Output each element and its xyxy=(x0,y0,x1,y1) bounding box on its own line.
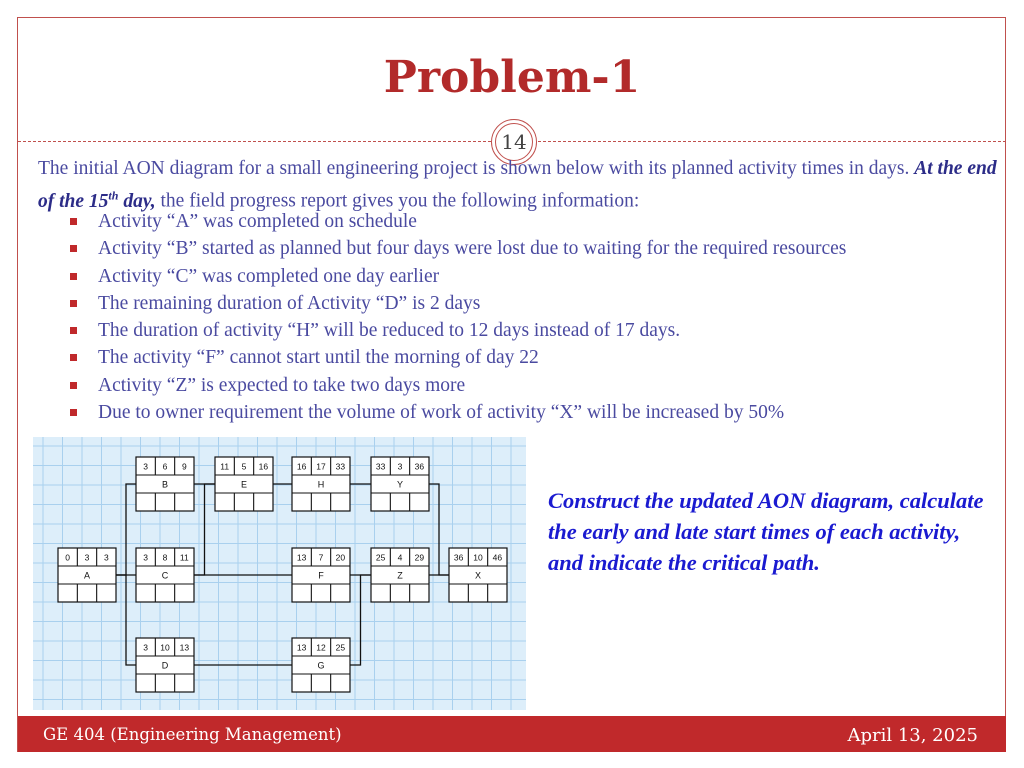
node-f-duration: 7 xyxy=(318,552,324,563)
node-x-duration: 10 xyxy=(473,552,483,563)
node-a-early-finish: 3 xyxy=(103,552,109,563)
node-e-early-start: 11 xyxy=(220,461,230,472)
node-h-duration: 17 xyxy=(316,461,326,472)
node-h-label: H xyxy=(317,479,325,490)
node-f-early-finish: 20 xyxy=(335,552,346,563)
node-a-label: A xyxy=(83,570,91,581)
intro-text-2: the field progress report gives you the following information: xyxy=(160,190,640,212)
node-e xyxy=(215,457,273,511)
node-g-early-start: 13 xyxy=(296,642,307,653)
task-instruction: Construct the updated AON diagram, calculate the early and late start times of each activity, and indicate the critical path. xyxy=(548,488,984,575)
node-e-duration: 5 xyxy=(241,461,247,472)
bullet-square-icon xyxy=(70,382,77,389)
node-d-label: D xyxy=(161,660,169,671)
node-c xyxy=(136,548,194,602)
slide-title: Problem-1 xyxy=(383,52,641,103)
node-x xyxy=(449,548,507,602)
node-d xyxy=(136,638,194,692)
bullet-item: Due to owner requirement the volume of work of activity “X” will be increased by 50% xyxy=(68,399,1008,426)
node-f-early-start: 13 xyxy=(296,552,307,563)
node-h-early-start: 16 xyxy=(296,461,307,472)
node-d-early-start: 3 xyxy=(143,642,149,653)
node-g xyxy=(292,638,350,692)
node-f-label: F xyxy=(318,570,324,581)
bullet-square-icon xyxy=(70,409,77,416)
node-h-early-finish: 33 xyxy=(335,461,346,472)
bullet-item: The remaining duration of Activity “D” is 2 days xyxy=(68,290,1008,317)
node-y xyxy=(371,457,429,511)
node-y-early-finish: 36 xyxy=(414,461,425,472)
node-c-early-start: 3 xyxy=(143,552,149,563)
node-d-duration: 10 xyxy=(160,642,170,653)
node-e-early-finish: 16 xyxy=(258,461,269,472)
node-x-early-start: 36 xyxy=(453,552,464,563)
intro-text-1: The initial AON diagram for a small engineering project is shown below with its planned activity times in days. xyxy=(38,158,910,179)
bullet-item: The activity “F” cannot start until the morning of day 22 xyxy=(68,344,1008,371)
node-b xyxy=(136,457,194,511)
bullet-item: Activity “C” was completed one day earlier xyxy=(68,263,1008,290)
node-z xyxy=(371,548,429,602)
bullet-square-icon xyxy=(70,354,77,361)
bullet-list xyxy=(68,208,1008,426)
intro-emphasis: At the end of the 15th day, xyxy=(38,158,997,212)
node-x-label: X xyxy=(474,570,482,581)
node-y-label: Y xyxy=(396,479,404,490)
node-c-early-finish: 11 xyxy=(179,552,189,563)
bullet-square-icon xyxy=(70,327,77,334)
bullet-square-icon xyxy=(70,300,77,307)
node-z-duration: 4 xyxy=(397,552,403,563)
node-g-label: G xyxy=(317,660,325,671)
node-f xyxy=(292,548,350,602)
bullet-square-icon xyxy=(70,245,77,252)
node-a-duration: 3 xyxy=(84,552,90,563)
slide-date: April 13, 2025 xyxy=(847,725,978,746)
bullet-item: The duration of activity “H” will be reduced to 12 days instead of 17 days. xyxy=(68,317,1008,344)
node-z-early-start: 25 xyxy=(375,552,386,563)
node-c-label: C xyxy=(161,570,169,581)
course-name: GE 404 (Engineering Management) xyxy=(43,725,342,744)
bullet-square-icon xyxy=(70,273,77,280)
node-g-duration: 12 xyxy=(316,642,326,653)
node-b-duration: 6 xyxy=(162,461,168,472)
footer-bar xyxy=(18,716,1006,752)
bullet-square-icon xyxy=(70,218,77,225)
bullet-item: Activity “Z” is expected to take two days more xyxy=(68,372,1008,399)
node-a xyxy=(58,548,116,602)
node-b-label: B xyxy=(161,479,169,490)
node-h xyxy=(292,457,350,511)
node-y-duration: 3 xyxy=(397,461,403,472)
intro-paragraph xyxy=(38,155,998,215)
node-z-label: Z xyxy=(397,570,403,581)
node-x-early-finish: 46 xyxy=(492,552,503,563)
node-e-label: E xyxy=(240,479,248,490)
aon-network-diagram xyxy=(33,437,526,710)
bullet-item: Activity “B” started as planned but four days were lost due to waiting for the required resources xyxy=(68,235,1008,262)
node-g-early-finish: 25 xyxy=(335,642,346,653)
page-number: 14 xyxy=(495,123,533,161)
node-c-duration: 8 xyxy=(162,552,168,563)
bullet-item: Activity “A” was completed on schedule xyxy=(68,208,1008,235)
node-z-early-finish: 29 xyxy=(414,552,425,563)
node-d-early-finish: 13 xyxy=(179,642,190,653)
node-b-early-start: 3 xyxy=(143,461,149,472)
node-a-early-start: 0 xyxy=(65,552,71,563)
node-y-early-start: 33 xyxy=(375,461,386,472)
node-b-early-finish: 9 xyxy=(181,461,187,472)
